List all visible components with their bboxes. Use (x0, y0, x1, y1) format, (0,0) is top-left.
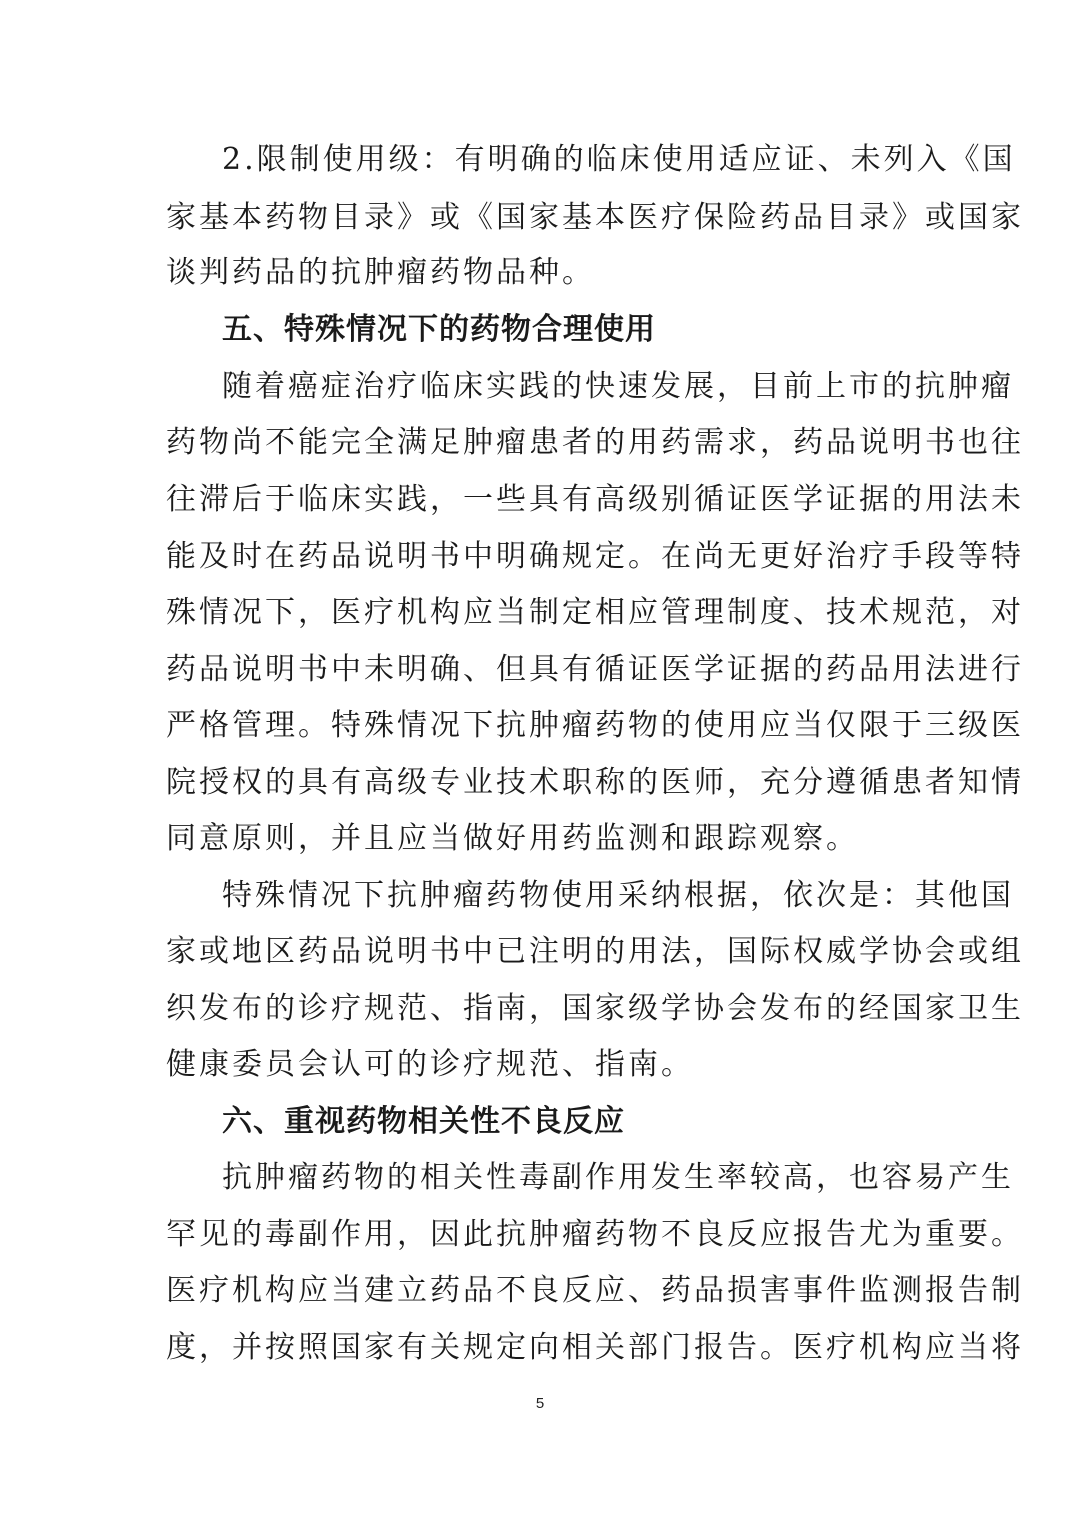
text-line: 罕见的毒副作用，因此抗肿瘤药物不良反应报告尤为重要。 (166, 1217, 1024, 1252)
text-line: 度，并按照国家有关规定向相关部门报告。医疗机构应当将 (166, 1330, 1024, 1365)
text-line: 医疗机构应当建立药品不良反应、药品损害事件监测报告制 (166, 1273, 1024, 1308)
section-heading-5: 五、特殊情况下的药物合理使用 (222, 312, 656, 347)
text-line: 2.限制使用级：有明确的临床使用适应证、未列入《国 (222, 142, 1016, 177)
text-line: 特殊情况下抗肿瘤药物使用采纳根据，依次是：其他国 (222, 878, 1014, 913)
text-line: 随着癌症治疗临床实践的快速发展，目前上市的抗肿瘤 (222, 369, 1014, 404)
text-line: 同意原则，并且应当做好用药监测和跟踪观察。 (166, 821, 859, 856)
text-line: 药物尚不能完全满足肿瘤患者的用药需求，药品说明书也往 (166, 425, 1024, 460)
text-line: 严格管理。特殊情况下抗肿瘤药物的使用应当仅限于三级医 (166, 708, 1024, 743)
text-line: 往滞后于临床实践，一些具有高级别循证医学证据的用法未 (166, 482, 1024, 517)
text-line: 抗肿瘤药物的相关性毒副作用发生率较高，也容易产生 (222, 1160, 1014, 1195)
page-number: 5 (535, 1395, 545, 1412)
text-line: 谈判药品的抗肿瘤药物品种。 (166, 255, 595, 290)
text-line: 能及时在药品说明书中明确规定。在尚无更好治疗手段等特 (166, 539, 1024, 574)
text-line: 殊情况下，医疗机构应当制定相应管理制度、技术规范，对 (166, 595, 1024, 630)
text-line: 织发布的诊疗规范、指南，国家级学协会发布的经国家卫生 (166, 991, 1024, 1026)
text-line: 健康委员会认可的诊疗规范、指南。 (166, 1047, 694, 1082)
text-line: 家基本药物目录》或《国家基本医疗保险药品目录》或国家 (166, 200, 1024, 235)
text-line: 药品说明书中未明确、但具有循证医学证据的药品用法进行 (166, 652, 1024, 687)
section-heading-6: 六、重视药物相关性不良反应 (222, 1104, 625, 1139)
text-line: 院授权的具有高级专业技术职称的医师，充分遵循患者知情 (166, 765, 1024, 800)
text-line: 家或地区药品说明书中已注明的用法，国际权威学协会或组 (166, 934, 1024, 969)
